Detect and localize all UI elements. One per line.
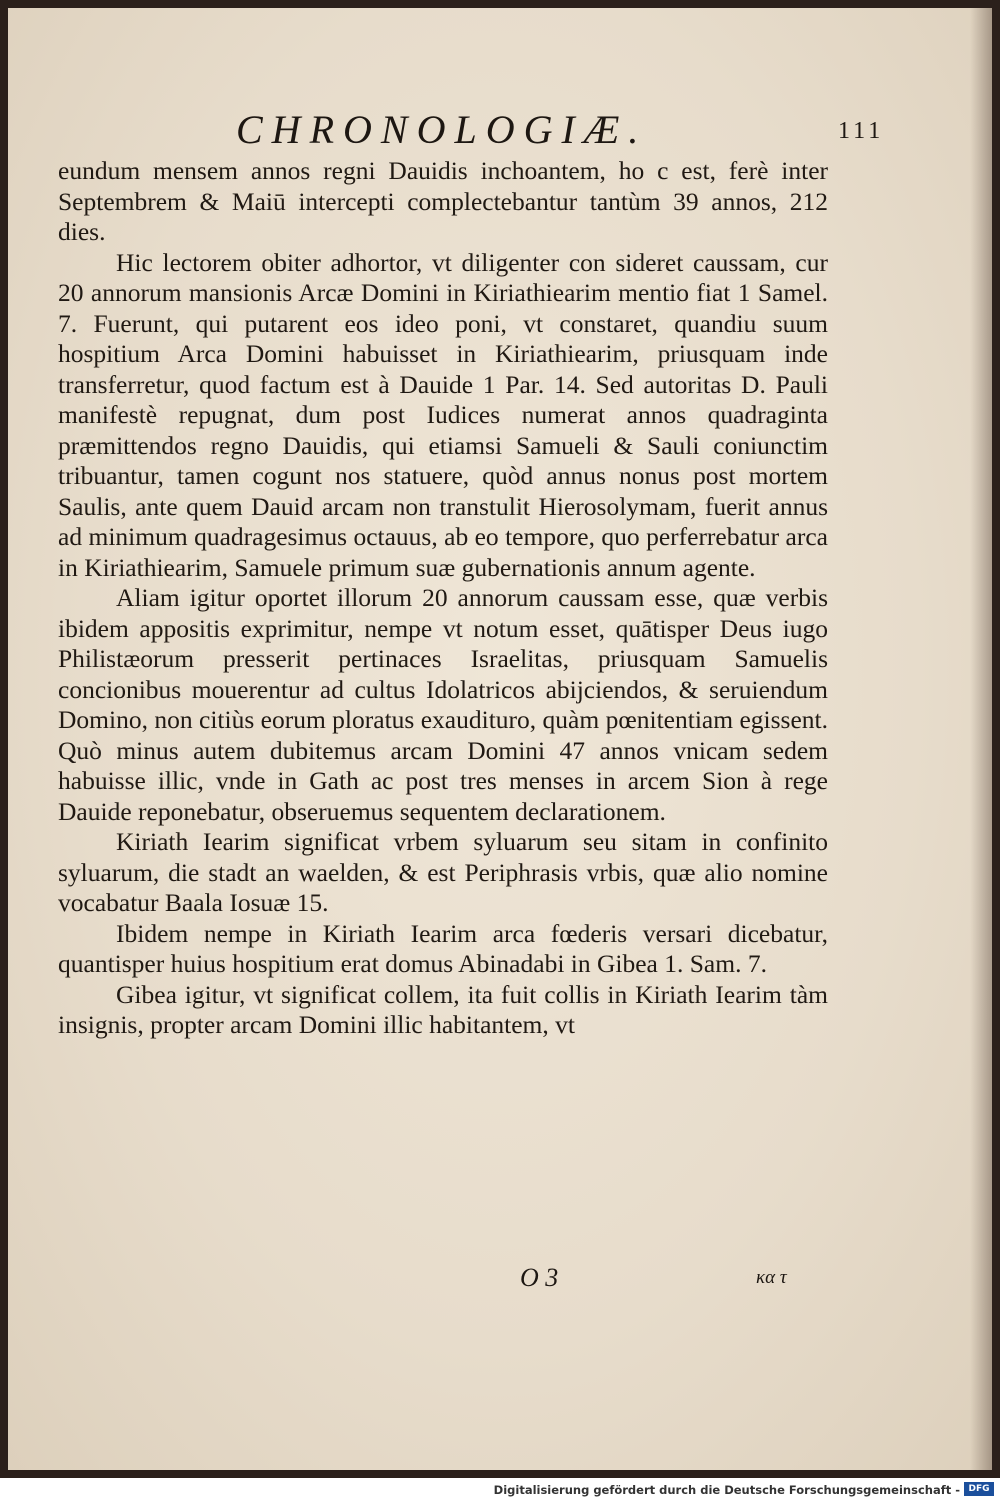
dfg-logo-icon: DFG [964,1482,994,1496]
paragraph: Hic lectorem obiter adhortor, vt diligenter con sideret caussam, cur 20 annorum mansionis Arcæ Domini in Kiriathiearim mentio fiat 1 Samel. 7. Fuerunt, qui putarent eos ideo poni, vt constaret, quandiu suum hospitium Arca Domini habuisset in Kiriathiearim, priusquam inde transferretur, quod factum est à Dauide 1 Par. 14. Sed autoritas D. Pauli manifestè repugnat, dum post Iudices numerat annos quadraginta præmittendos regno Dauidis, qui etiamsi Samueli & Sauli coniunctim tribuantur, tamen cogunt nos statuere, quòd annus nonus post mortem Saulis, ante quem Dauid arcam non transtulit Hierosolymam, fuerit annus ad minimum quadragesimus octauus, ab eo tempore, quo perferrebatur arca in Kiriathiearim, Samuele primum suæ gubernationis annum agente. [58,247,828,582]
paragraph: Aliam igitur oportet illorum 20 annorum caussam esse, quæ verbis ibidem appositis exprimitur, nempe vt notum esset, quātisper Deus iugo Philistæorum presserit pertinaces Israelitas, priusquam Samuelis concionibus mouerentur ad cultus Idolatricos abijciendos, & seruiendum Domino, non citiùs eorum ploratus exauditurо, quàm pœnitentiam egissent. Quò minus autem dubitemus arcam Domini 47 annos vnicam sedem habuisse illic, vnde in Gath ac post tres menses in arcem Sion à rege Dauide reponebatur, obseruemus sequentem declarationem. [58,583,828,826]
signature-mark: O 3 [520,1263,559,1292]
credit-bar [0,1478,1000,1501]
paragraph: Ibidem nempe in Kiriath Iearim arca fœderis versari dicebatur, quantisper huius hospitium erat domus Abinadabi in Gibea 1. Sam. 7. [58,918,828,978]
page-footer [8,1263,992,1303]
book-page [8,8,992,1470]
page-header [8,106,992,156]
catchword: κα τ [756,1267,787,1288]
page-number: 111 [838,118,885,144]
paragraph: eundum mensem annos regni Dauidis inchoantem, ho c est, ferè inter Septembrem & Maiū intercepti complectebantur tantùm 39 annos, 212 dies. [58,156,828,246]
running-title: CHRONOLOGIÆ. [236,107,648,152]
main-text [58,156,828,1041]
paragraph: Kiriath Iearim significat vrbem syluarum seu sitam in confinito syluarum, die stadt an waelden, & est Periphrasis vrbis, quæ alio nomine vocabatur Baala Iosuæ 15. [58,827,828,917]
page-gutter-shadow [970,8,992,1470]
credit-text: Digitalisierung gefördert durch die Deutsche Forschungsgemeinschaft - [493,1483,960,1497]
paragraph: Gibea igitur, vt significat collem, ita fuit collis in Kiriath Iearim tàm insignis, propter arcam Domini illic habitantem, vt [58,979,828,1039]
